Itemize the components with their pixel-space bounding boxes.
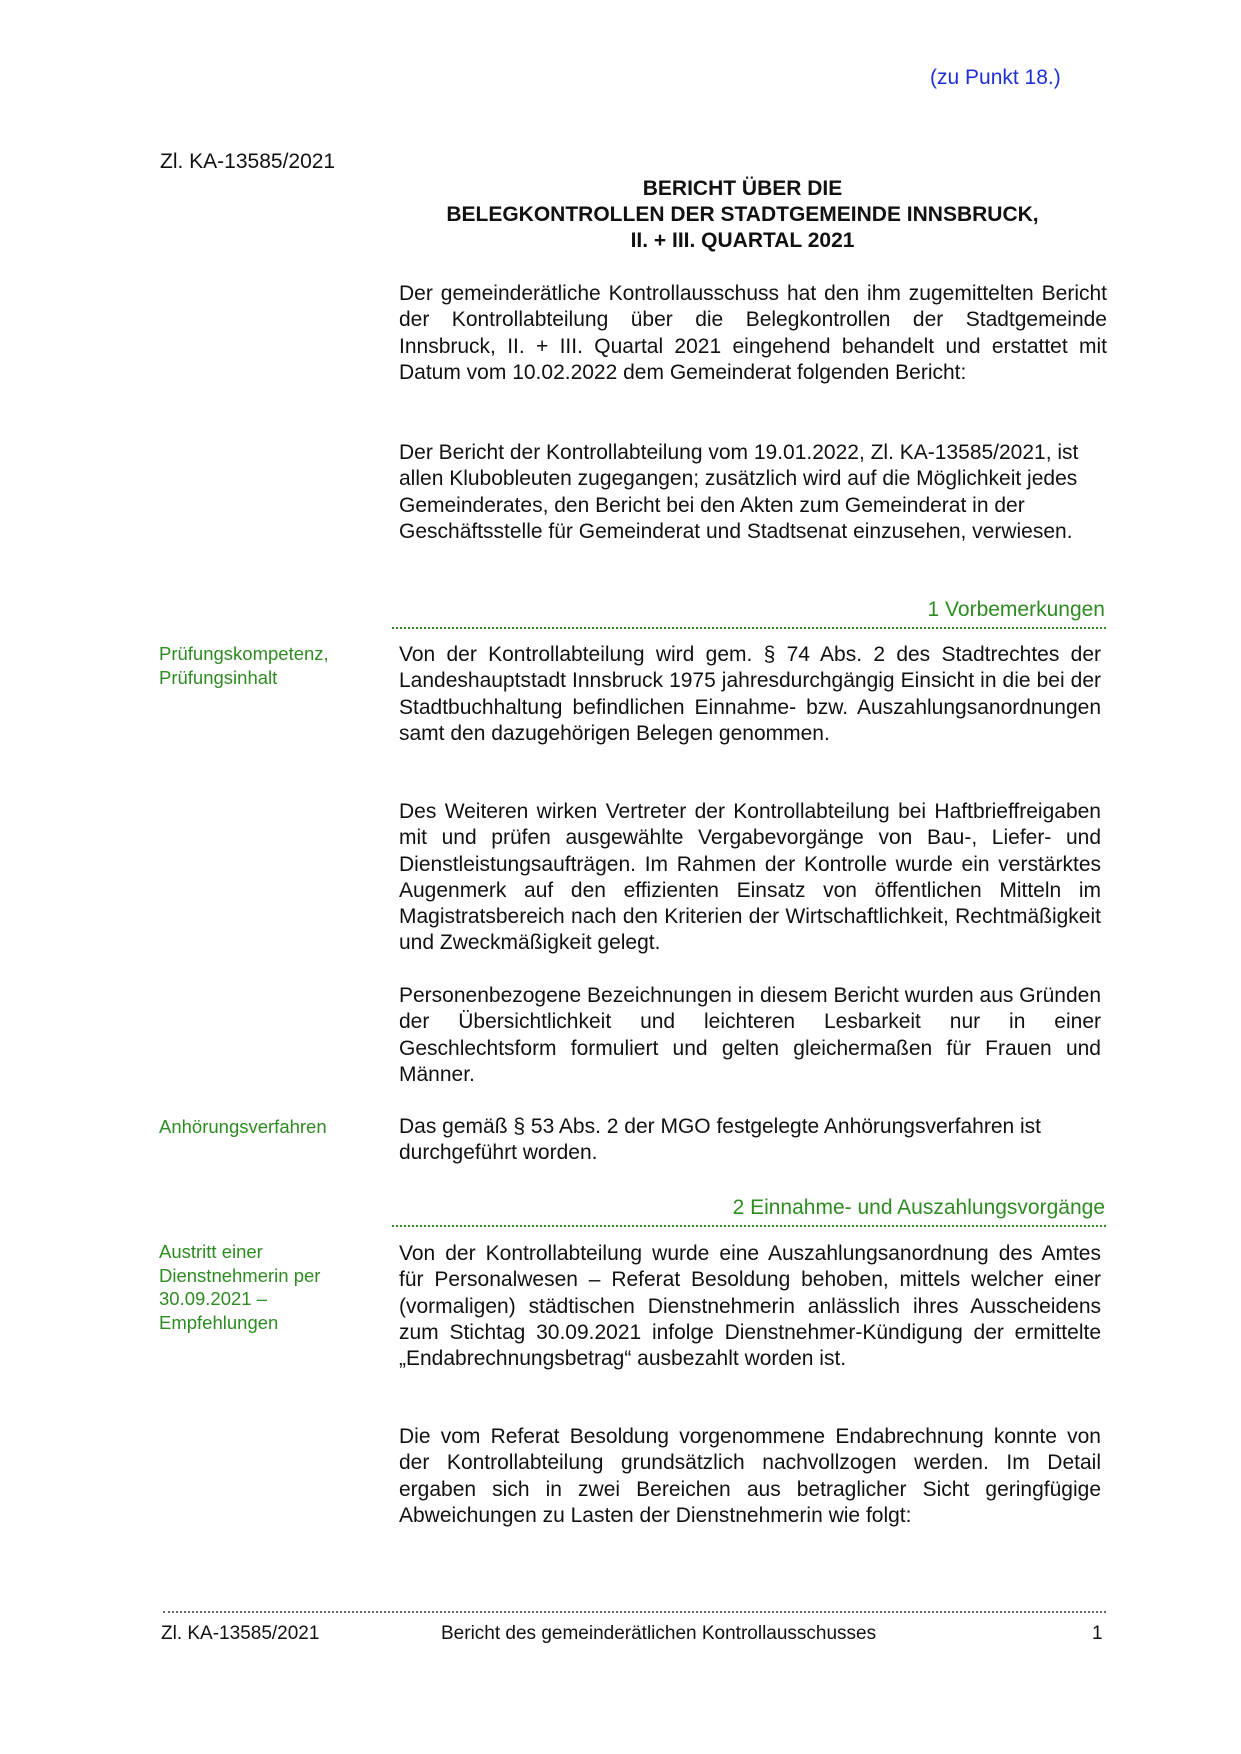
report-title (400, 176, 1085, 254)
footer-title: Bericht des gemeinderätlichen Kontrollausschusses (441, 1623, 877, 1644)
margin-note-anhoerungsverfahren: Anhörungsverfahren (159, 1116, 327, 1137)
section-2-paragraph-1: Von der Kontrollabteilung wurde eine Auszahlungsanordnung des Amtes für Personalwesen – Referat Besoldung behoben, mittels welcher einer (vormaligen) städtischen Dienstnehmerin anlässlich ihres Ausscheidens zum Stichtag 30.09.2021 infolge Dienstnehmer-Kündigung der ermittelte „Endabrechnungsbetrag“ ausbezahlt worden ist. (399, 1242, 1101, 1371)
title-line-1: BERICHT ÜBER DIE (642, 177, 843, 200)
page-number: 1 (1092, 1623, 1103, 1644)
footer-divider (163, 1611, 1106, 1613)
section-2-divider (392, 1225, 1106, 1227)
agenda-note: (zu Punkt 18.) (930, 66, 1061, 89)
reference-number: Zl. KA-13585/2021 (160, 150, 336, 173)
section-2-paragraph-2: Die vom Referat Besoldung vorgenommene Endabrechnung konnte von der Kontrollabteilung grundsätzlich nachvollzogen werden. Im Detail ergaben sich in zwei Bereichen aus betraglicher Sicht geringfügige Abweichungen zu Lasten der Dienstnehmerin wie folgt: (399, 1425, 1101, 1527)
footer-reference: Zl. KA-13585/2021 (161, 1623, 320, 1644)
section-1-paragraph-3: Personenbezogene Bezeichnungen in diesem Bericht wurden aus Gründen der Übersichtlichkeit und leichteren Lesbarkeit nur in einer Geschlechtsform formuliert und gelten gleichermaßen für Frauen und Männer. (399, 984, 1101, 1086)
margin-note-pruefungskompetenz: Prüfungskompetenz, Prüfungsinhalt (159, 643, 329, 688)
section-1-heading: 1 Vorbemerkungen (927, 598, 1105, 621)
section-2-heading: 2 Einnahme- und Auszahlungsvorgänge (732, 1196, 1105, 1219)
intro-paragraph-1: Der gemeinderätliche Kontrollausschuss hat den ihm zugemittelten Bericht der Kontrollabteilung über die Belegkontrollen der Stadtgemeinde Innsbruck, II. + III. Quartal 2021 eingehend behandelt und erstattet mit Datum vom 10.02.2022 dem Gemeinderat folgenden Bericht: (399, 282, 1107, 384)
section-1-paragraph-4: Das gemäß § 53 Abs. 2 der MGO festgelegte Anhörungsverfahren ist durchgeführt worden. (399, 1115, 1042, 1165)
intro-paragraph-2: Der Bericht der Kontrollabteilung vom 19.01.2022, Zl. KA-13585/2021, ist allen Klubobleuten zugegangen; zusätzlich wird auf die Möglichkeit jedes Gemeinderates, den Bericht bei den Akten zum Gemeinderat in der Geschäftsstelle für Gemeinderat und Stadtsenat einzusehen, verwiesen. (399, 441, 1079, 543)
section-1-divider (392, 627, 1106, 629)
title-line-2: BELEGKONTROLLEN DER STADTGEMEINDE INNSBRUCK, (446, 203, 1039, 226)
margin-note-austritt: Austritt einer Dienstnehmerin per 30.09.2021 – Empfehlungen (159, 1241, 321, 1333)
section-1-paragraph-2: Des Weiteren wirken Vertreter der Kontrollabteilung bei Haftbrieffreigaben mit und prüfen ausgewählte Vergabevorgänge von Bau-, Liefer- und Dienstleistungsaufträgen. Im Rahmen der Kontrolle wurde ein verstärktes Augenmerk auf den effizienten Einsatz von öffentlichen Mitteln im Magistratsbereich nach den Kriterien der Wirtschaftlichkeit, Rechtmäßigkeit und Zweckmäßigkeit gelegt. (399, 800, 1101, 955)
title-line-3: II. + III. QUARTAL 2021 (630, 229, 855, 252)
section-1-paragraph-1: Von der Kontrollabteilung wird gem. § 74 Abs. 2 des Stadtrechtes der Landeshauptstadt Innsbruck 1975 jahresdurchgängig Einsicht in die bei der Stadtbuchhaltung befindlichen Einnahme- bzw. Auszahlungsanordnungen samt den dazugehörigen Belegen genommen. (399, 643, 1101, 745)
